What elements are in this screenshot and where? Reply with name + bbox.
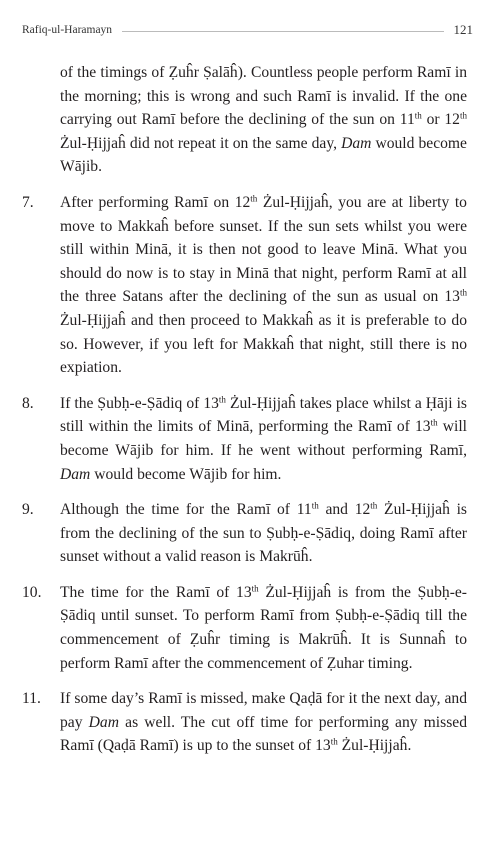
ordinal-suffix: th: [218, 394, 226, 405]
item-text: [60, 687, 467, 758]
header-rule: [122, 31, 443, 32]
book-title: Rafiq-ul-Haramayn: [22, 24, 113, 36]
text-run: Żul-Ḥijjaĥ is from the Ṣubḥ-e-Ṣādiq until sunset. To perform Ramī from Ṣubḥ-e-Ṣādiq till the commencement of Ẓuĥr timing is Makrūĥ. It is Sunnaĥ to perform Ramī after the commencement of Ẓuhar timing.: [60, 583, 467, 672]
ordinal-suffix: th: [251, 583, 259, 594]
running-header: [22, 22, 473, 38]
text-run: will become Wājib for him. If he went without performing Ramī,: [60, 418, 467, 459]
list-item: [22, 392, 467, 486]
item-number: 11.: [22, 690, 41, 708]
emphasis-term: Dam: [341, 134, 372, 152]
item-text: [60, 498, 467, 569]
text-run: Żul-Ḥijjaĥ.: [337, 737, 412, 755]
list-item: [22, 498, 467, 569]
item-text: [60, 581, 467, 675]
ordinal-suffix: th: [459, 110, 467, 121]
list-item: [22, 687, 467, 758]
ordinal-suffix: th: [370, 500, 378, 511]
item-text: [60, 191, 467, 380]
text-run: would become Wājib.: [60, 134, 467, 176]
page-number: 121: [453, 22, 473, 37]
text-run: Żul-Ḥijjaĥ and then proceed to Makkaĥ as it is preferable to do so. However, if you left for Makkaĥ that night, still there is no expiation.: [60, 311, 467, 377]
ordinal-suffix: th: [250, 193, 258, 204]
text-run: If the Ṣubḥ-e-Ṣādiq of 13: [60, 394, 219, 412]
list-item: [22, 581, 467, 675]
ordinal-suffix: th: [430, 417, 438, 428]
item-text: [60, 392, 467, 486]
text-run: Żul-Ḥijjaĥ did not repeat it on the same day,: [60, 134, 342, 152]
page-body: [22, 61, 467, 758]
text-run: Żul-Ḥijjaĥ is from the declining of the sun to Ṣubḥ-e-Ṣādiq, doing Ramī after sunset without a valid reason is Makrūĥ.: [60, 501, 467, 566]
text-run: as well. The cut off time for performing any missed Ramī (Qaḍā Ramī) is up to the sunset of 13: [60, 713, 467, 755]
ordinal-suffix: th: [459, 287, 467, 298]
item-number: 8.: [22, 394, 34, 412]
ordinal-suffix: th: [330, 736, 338, 747]
text-run: If some day’s Ramī is missed, make Qaḍā for it the next day, and pay: [60, 690, 467, 731]
emphasis-term: Dam: [88, 713, 119, 731]
item-number: 7.: [22, 193, 34, 211]
text-run: The time for the Ramī of 13: [60, 583, 252, 601]
item-number: 9.: [22, 501, 34, 519]
text-run: or 12: [421, 111, 460, 129]
ordinal-suffix: th: [311, 500, 319, 511]
text-run: Żul-Ḥijjaĥ, you are at liberty to move to Makkaĥ before sunset. If the sun sets whilst you were still within Minā, it is then not good to leave Minā. What you should do now is to stay in Minā that night, perform Ramī at all the three Satans after the declining of the sun as usual on 13: [60, 193, 467, 306]
text-run: would become Wājib for him.: [90, 465, 282, 483]
emphasis-term: Dam: [60, 465, 91, 483]
list-item: [22, 191, 467, 380]
text-run: of the timings of Ẓuĥr Ṣalāĥ). Countless people perform Ramī in the morning; this is wrong and such Ramī is invalid. If the one carrying out Ramī before the declining of the sun on 11: [60, 64, 467, 129]
text-run: After performing Ramī on 12: [60, 193, 251, 211]
continuation-paragraph: [60, 61, 467, 179]
text-run: Although the time for the Ramī of 11: [60, 501, 312, 519]
text-run: Żul-Ḥijjaĥ takes place whilst a Ḥāji is still within the limits of Minā, performing the Ramī of 13: [60, 394, 467, 436]
text-run: and 12: [318, 501, 371, 519]
numbered-list: [22, 191, 467, 758]
item-number: 10.: [22, 583, 42, 601]
ordinal-suffix: th: [414, 110, 422, 121]
